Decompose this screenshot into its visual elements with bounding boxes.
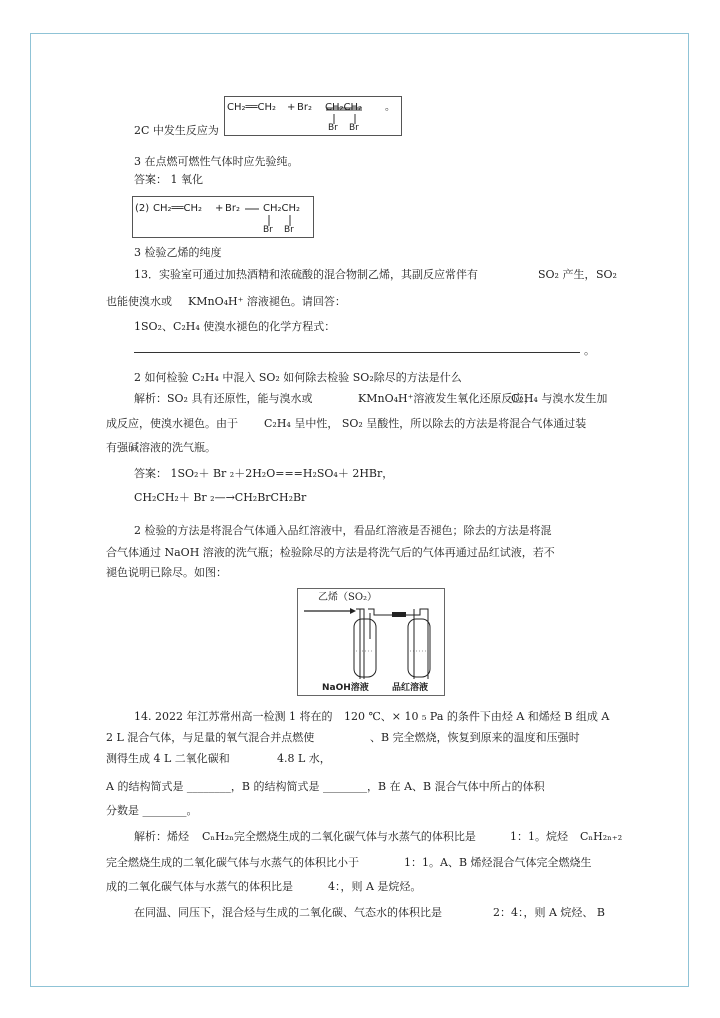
q14-line-5: 分数是 ________。 [106, 804, 198, 817]
q13-sub-2: 2 如何检验 C₂H₄ 中混入 SO₂ 如何除去检验 SO₂除尽的方法是什么 [134, 371, 462, 384]
q13-sub-1-end: 。 [584, 344, 595, 357]
analysis-5b: 1：1。A、B 烯烃混合气体完全燃烧生 [404, 856, 592, 869]
analysis-1a: 解析：SO₂ 具有还原性，能与溴水或 [134, 392, 313, 405]
equation-box-2 [132, 196, 314, 238]
answer-1: 答案： 1SO₂＋ Br ₂＋2H₂O===H₂SO₄＋ 2HBr， [134, 467, 394, 480]
equation-1-product: CH₂CH₂ [325, 102, 363, 113]
line-2: 3 在点燃可燃性气体时应先验纯。 [134, 155, 299, 168]
analysis-6b: 4：，则 A 是烷烃。 [328, 880, 422, 893]
analysis-5a: 完全燃烧生成的二氧化碳气体与水蒸气的体积比小于 [106, 856, 359, 869]
equation-1-br-2: Br [349, 123, 359, 133]
q14-line-1b: 120 ℃、× 10 ₅ Pa 的条件下由烃 A 和烯烃 B 组成 A [344, 710, 610, 723]
analysis-4b: CₙH₂ₙ完全燃烧生成的二氧化碳气体与水蒸气的体积比是 [202, 830, 476, 843]
analysis-1b: KMnO₄H⁺溶液发生氧化还原反应； [358, 392, 535, 405]
answer-label-1: 答案： 1 氧化 [134, 173, 203, 186]
analysis-7b: 2：4：，则 A 烷烃、 B [493, 906, 606, 919]
equation-2-reactant-1: CH₂══CH₂ [153, 203, 203, 214]
paragraph-2-line-1: 2 检验的方法是将混合气体通入品红溶液中，看品红溶液是否褪色；除去的方法是将混 [134, 524, 552, 537]
equation-1-reactant-2: Br₂ [297, 102, 312, 113]
tube-connector [392, 612, 406, 617]
analysis-2a: 成反应，使溴水褪色。由于 [106, 417, 238, 430]
naoh-label: NaOH溶液 [322, 683, 369, 693]
inlet-arrowhead [350, 608, 356, 614]
analysis-6a: 成的二氧化碳气体与水蒸气的体积比是 [106, 880, 293, 893]
equation-1-end: 。 [385, 102, 395, 113]
gas-label: 乙烯（SO₂） [318, 592, 378, 603]
paragraph-2-line-3: 褪色说明已除尽。如图： [106, 566, 227, 579]
answer-blank-line [134, 352, 580, 353]
q14-line-2b: 、B 完全燃烧，恢复到原来的温度和压强时 [370, 731, 580, 744]
paragraph-2-line-2: 合气体通过 NaOH 溶液的洗气瓶；检验除尽的方法是将洗气后的气体再通过品红试液，若不 [106, 546, 555, 559]
analysis-1c: C₂H₄ 与溴水发生加 [511, 392, 608, 405]
q13-line-1c: SO₂ [596, 268, 617, 281]
equation-2-br-2: Br [284, 225, 294, 235]
analysis-7a: 在同温、同压下，混合烃与生成的二氧化碳、气态水的体积比是 [134, 906, 442, 919]
q14-line-4: A 的结构简式是 ________，B 的结构简式是 ________，B 在 A、B 混合气体中所占的体积 [106, 780, 545, 793]
q13-line-1: 13．实验室可通过加热酒精和浓硫酸的混合物制乙烯，其副反应常伴有 [134, 268, 478, 281]
apparatus-figure [297, 588, 445, 696]
analysis-4d: CₙH₂ₙ₊₂ [580, 830, 623, 843]
q14-line-3a: 测得生成 4 L 二氧化碳和 [106, 752, 230, 765]
analysis-3: 有强碱溶液的洗气瓶。 [106, 441, 216, 454]
equation-2-br-1: Br [263, 225, 273, 235]
right-wash-bottle [408, 619, 430, 677]
equation-1-plus: + [287, 102, 296, 113]
q14-line-2a: 2 L 混合气体，与足量的氧气混合并点燃使 [106, 731, 315, 744]
answer-2: CH₂CH₂＋ Br ₂—→CH₂BrCH₂Br [134, 491, 307, 504]
equation-2-label: (2) [135, 203, 150, 214]
equation-1-reactant-1: CH₂══CH₂ [227, 102, 277, 113]
line-1: 2C 中发生反应为 [134, 124, 219, 137]
analysis-2b: C₂H₄ 呈中性， SO₂ 呈酸性，所以除去的方法是将混合气体通过装 [264, 417, 587, 430]
line-4: 3 检验乙烯的纯度 [134, 246, 222, 259]
equation-2-product: CH₂CH₂ [263, 203, 301, 214]
equation-box-1 [224, 96, 402, 136]
q14-line-3b: 4.8 L 水， [277, 752, 331, 765]
equation-2-reactant-2: Br₂ [225, 203, 240, 214]
pinhong-label: 品红溶液 [392, 683, 429, 693]
analysis-4c: 1：1。烷烃 [510, 830, 568, 843]
equation-1-br-1: Br [328, 123, 338, 133]
left-wash-bottle [354, 619, 376, 677]
equation-2-plus: + [215, 203, 224, 214]
q13-line-2a: 也能使溴水或 [106, 295, 172, 308]
q13-line-2b: KMnO₄H⁺ 溶液褪色。请回答： [188, 295, 346, 308]
analysis-4a: 解析：烯烃 [134, 830, 189, 843]
q13-line-1b: SO₂ 产生， [538, 268, 596, 281]
q13-sub-1: 1SO₂、C₂H₄ 使溴水褪色的化学方程式： [134, 320, 336, 333]
q14-line-1a: 14. 2022 年江苏常州高一检测 1 将在的 [134, 710, 333, 723]
